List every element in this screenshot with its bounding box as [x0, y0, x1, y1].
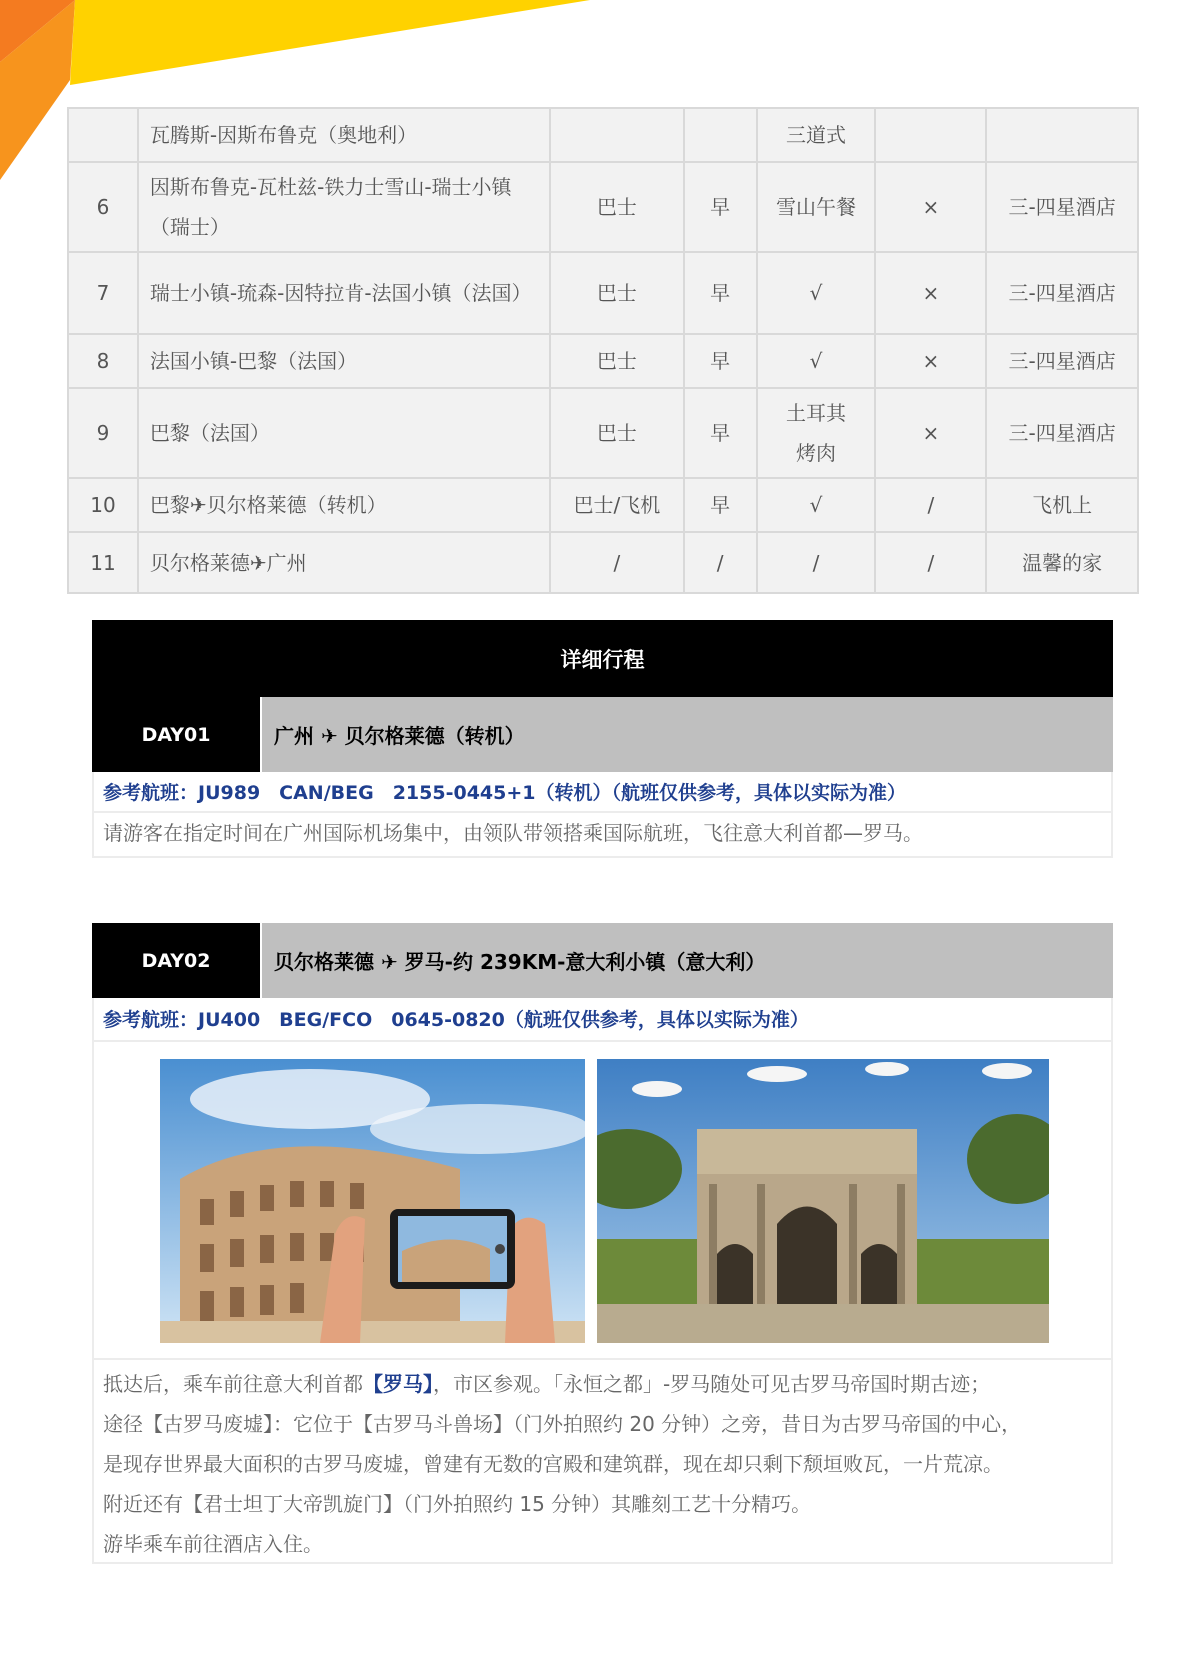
route-cell: 瓦腾斯-因斯布鲁克（奥地利）	[138, 108, 550, 162]
lunch-cell: 土耳其烤肉	[757, 388, 876, 478]
transport-cell: 巴士	[550, 334, 684, 388]
day01-header	[92, 697, 1113, 772]
desc-text: ，市区参观。「永恒之都」-罗马随处可见古罗马帝国时期古迹；	[433, 1372, 991, 1396]
route-cell: 巴黎✈贝尔格莱德（转机）	[138, 478, 550, 532]
desc-line-4: 附近还有【君士坦丁大帝凯旋门】（门外拍照约 15 分钟）其雕刻工艺十分精巧。	[103, 1492, 812, 1516]
hotel-cell: 温馨的家	[986, 532, 1138, 593]
day-cell	[68, 108, 138, 162]
day01-box	[92, 772, 1113, 858]
day-cell: 7	[68, 252, 138, 334]
hotel-cell: 飞机上	[986, 478, 1138, 532]
transport-cell: /	[550, 532, 684, 593]
table-row	[68, 532, 1138, 593]
day02-flight: 参考航班：JU400 BEG/FCO 0645-0820（航班仅供参考，具体以实际为准）	[103, 1009, 809, 1031]
hotel-cell: 三-四星酒店	[986, 162, 1138, 252]
dinner-cell: /	[875, 478, 986, 532]
breakfast-cell: /	[684, 532, 757, 593]
breakfast-cell: 早	[684, 162, 757, 252]
dinner-cell: ×	[875, 162, 986, 252]
lunch-cell: √	[757, 252, 876, 334]
route-cell: 因斯布鲁克-瓦杜兹-铁力士雪山-瑞士小镇（瑞士）	[138, 162, 550, 252]
day01-label: DAY01	[92, 697, 260, 772]
desc-text: 抵达后，乘车前往意大利首都	[103, 1372, 363, 1396]
table-row	[68, 252, 1138, 334]
desc-line-3: 是现存世界最大面积的古罗马废墟，曾建有无数的宫殿和建筑群，现在却只剩下颓垣败瓦，一片荒凉。	[103, 1452, 1003, 1476]
hotel-cell: 三-四星酒店	[986, 334, 1138, 388]
desc-line-1	[103, 1364, 1102, 1404]
route-cell: 巴黎（法国）	[138, 388, 550, 478]
route-cell: 贝尔格莱德✈广州	[138, 532, 550, 593]
day02-label: DAY02	[92, 923, 260, 998]
table-row	[68, 478, 1138, 532]
transport-cell: 巴士/飞机	[550, 478, 684, 532]
route-cell: 瑞士小镇-琉森-因特拉肯-法国小镇（法国）	[138, 252, 550, 334]
desc-line-5: 游毕乘车前往酒店入住。	[103, 1532, 323, 1556]
lunch-cell: 雪山午餐	[757, 162, 876, 252]
lunch-cell: /	[757, 532, 876, 593]
table-row	[68, 162, 1138, 252]
hotel-cell: 三-四星酒店	[986, 388, 1138, 478]
day02-photos	[92, 1042, 1113, 1360]
dinner-cell: ×	[875, 334, 986, 388]
breakfast-cell: 早	[684, 334, 757, 388]
transport-cell: 巴士	[550, 162, 684, 252]
dinner-cell: ×	[875, 252, 986, 334]
schedule-table	[67, 107, 1139, 594]
desc-line-2: 途径【古罗马废墟】：它位于【古罗马斗兽场】（门外拍照约 20 分钟）之旁，昔日为古罗马帝国的中心，	[103, 1412, 1022, 1436]
day01-desc: 请游客在指定时间在广州国际机场集中，由领队带领搭乘国际航班，飞往意大利首都—罗马。	[103, 821, 923, 845]
day01-flight: 参考航班：JU989 CAN/BEG 2155-0445+1（转机）（航班仅供参考，具体以实际为准）	[94, 772, 1111, 813]
breakfast-cell: 早	[684, 252, 757, 334]
day02-flight-box	[92, 998, 1113, 1042]
breakfast-cell	[684, 108, 757, 162]
day02-title: 贝尔格莱德 ✈ 罗马-约 239KM-意大利小镇（意大利）	[262, 923, 1113, 998]
lunch-cell: 三道式	[757, 108, 876, 162]
rome-highlight: 【罗马】	[363, 1372, 433, 1396]
day-cell: 9	[68, 388, 138, 478]
arch-of-constantine-photo	[597, 1059, 1049, 1343]
day02-header	[92, 923, 1113, 998]
colosseum-photo	[160, 1059, 585, 1343]
transport-cell: 巴士	[550, 252, 684, 334]
day-cell: 6	[68, 162, 138, 252]
day02-desc	[92, 1360, 1113, 1564]
day-cell: 11	[68, 532, 138, 593]
route-cell: 法国小镇-巴黎（法国）	[138, 334, 550, 388]
day01-title: 广州 ✈ 贝尔格莱德（转机）	[262, 697, 1113, 772]
table-row	[68, 388, 1138, 478]
dinner-cell	[875, 108, 986, 162]
dinner-cell: /	[875, 532, 986, 593]
breakfast-cell: 早	[684, 478, 757, 532]
table-row	[68, 334, 1138, 388]
breakfast-cell: 早	[684, 388, 757, 478]
itinerary-header: 详细行程	[92, 620, 1113, 697]
day-cell: 8	[68, 334, 138, 388]
table-row	[68, 108, 1138, 162]
day-cell: 10	[68, 478, 138, 532]
dinner-cell: ×	[875, 388, 986, 478]
hotel-cell: 三-四星酒店	[986, 252, 1138, 334]
hotel-cell	[986, 108, 1138, 162]
transport-cell: 巴士	[550, 388, 684, 478]
lunch-cell: √	[757, 478, 876, 532]
transport-cell	[550, 108, 684, 162]
lunch-cell: √	[757, 334, 876, 388]
